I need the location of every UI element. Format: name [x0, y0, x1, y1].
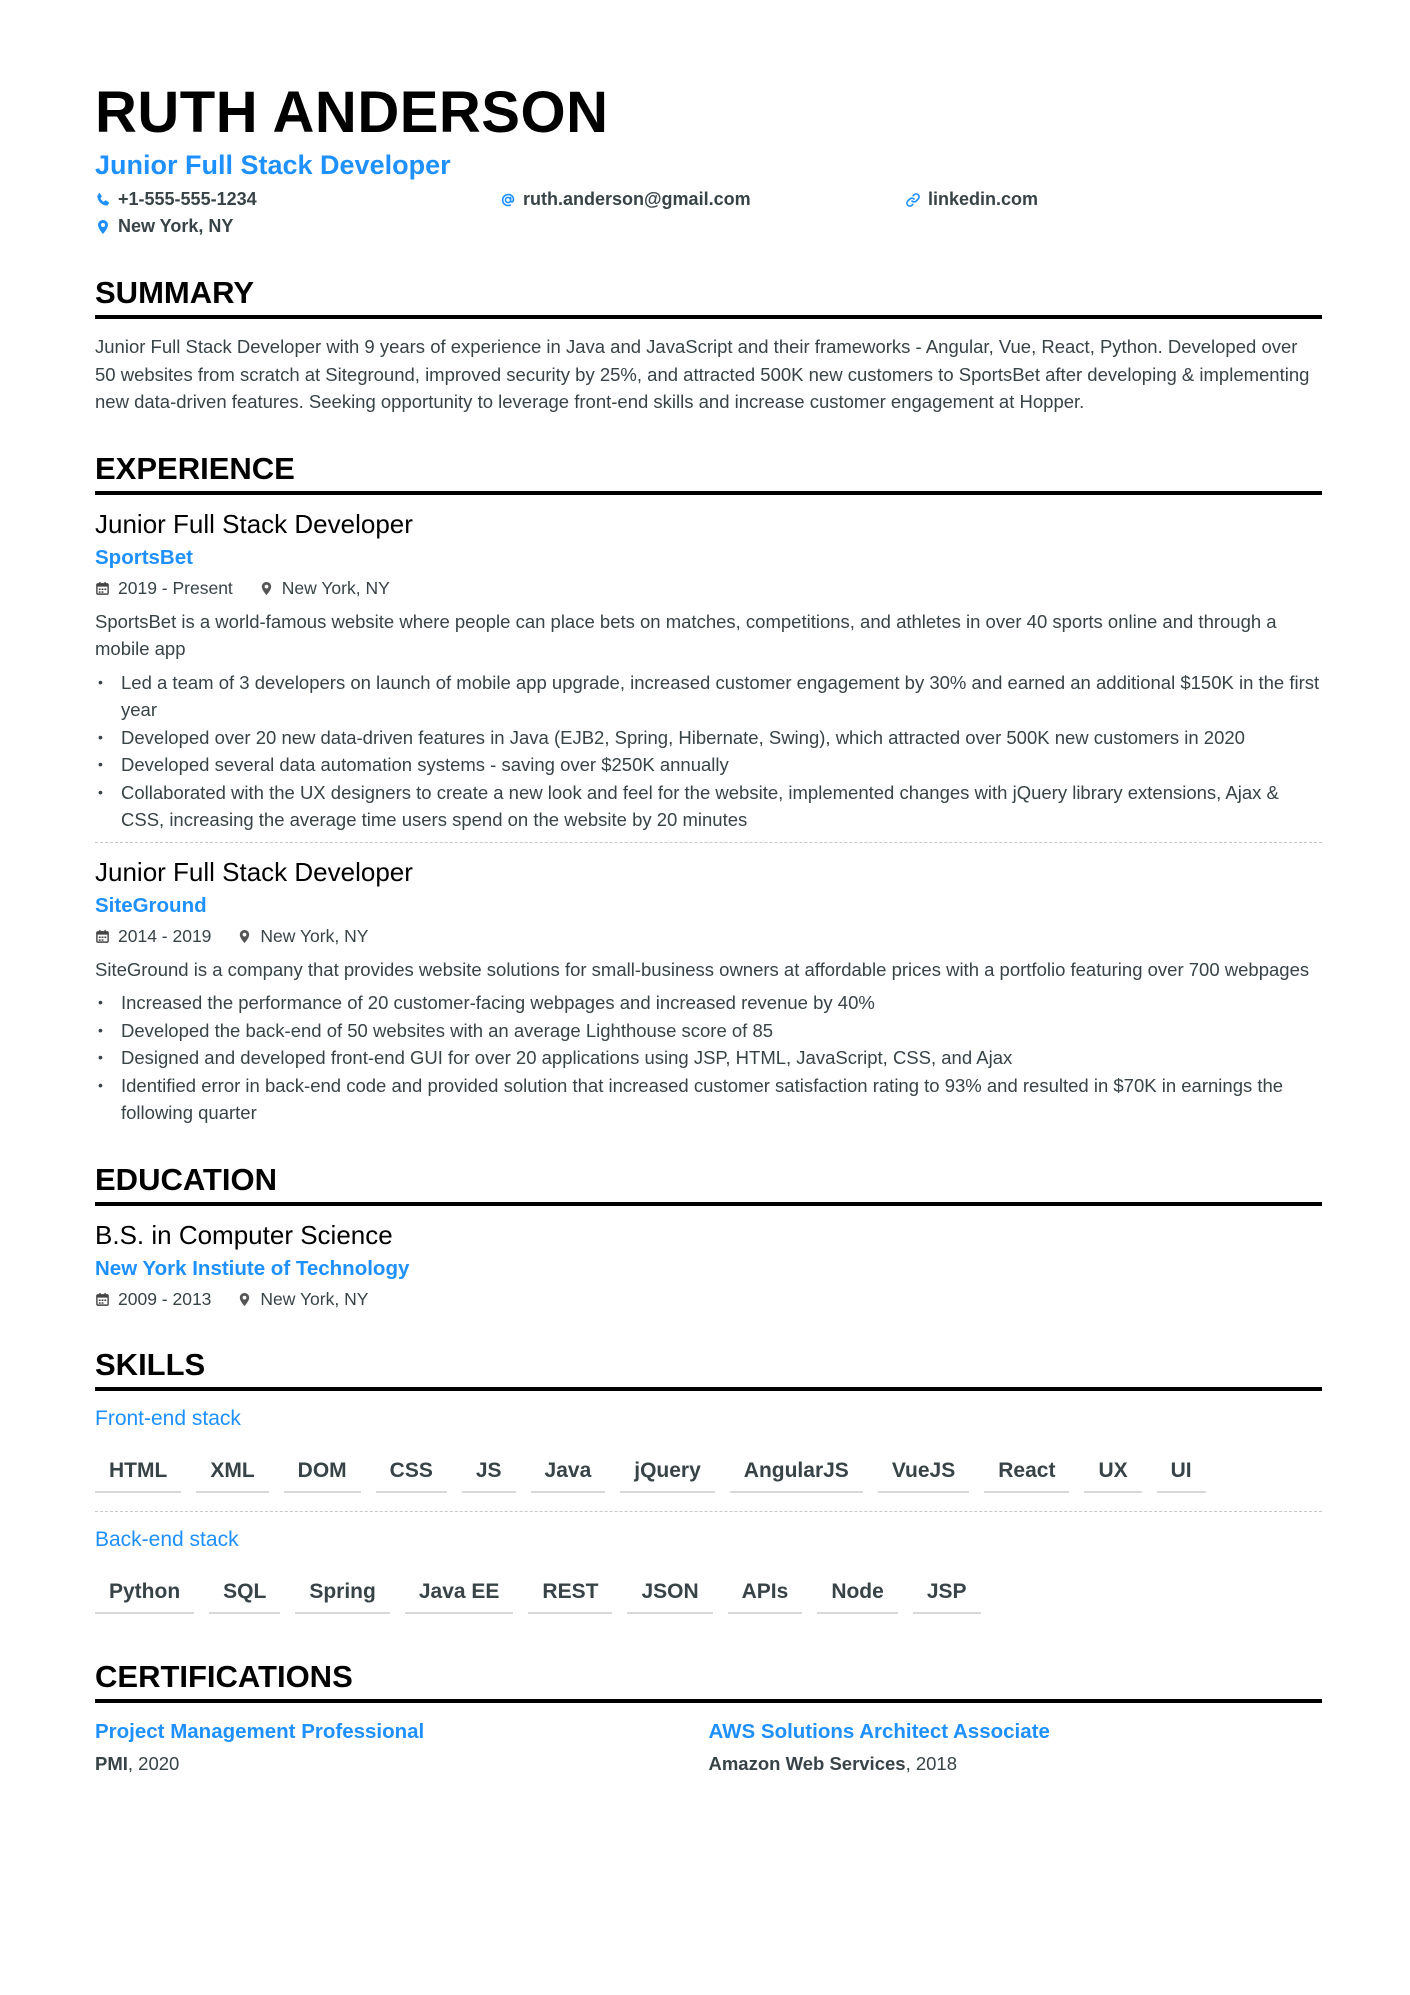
bullet-item: • Led a team of 3 developers on launch of mobile app upgrade, increased customer engagement by 30% and earned an additional $150K in the first year [95, 669, 1322, 724]
experience-entry [95, 495, 1322, 834]
certifications-section [95, 1658, 1322, 1779]
certification-list [95, 1717, 1322, 1779]
education-dates: 2009 - 2013 [118, 1289, 212, 1309]
skill-divider [95, 1511, 1322, 1512]
contact-phone [95, 186, 500, 213]
job-title: Junior Full Stack Developer [95, 856, 413, 887]
phone-icon [95, 192, 111, 208]
contact-email [500, 186, 905, 213]
bullet-item: • Collaborated with the UX designers to create a new look and feel for the website, implemented changes with jQuery library extensions, Ajax & CSS, increasing the average time users spend on the website by 20 minutes [95, 779, 1322, 834]
skill-tag: APIs [728, 1574, 803, 1614]
candidate-name: RUTH ANDERSON [95, 80, 609, 145]
bullet-item: • Increased the performance of 20 customer-facing webpages and increased revenue by 40% [95, 989, 1322, 1017]
education-section [95, 1161, 1322, 1312]
education-location: New York, NY [260, 1289, 369, 1309]
certification-item [95, 1717, 709, 1779]
job-meta [95, 925, 1322, 949]
bullet-item: • Developed over 20 new data-driven features in Java (EJB2, Spring, Hibernate, Swing), which attracted over 500K new customers in 2020 [95, 724, 1322, 752]
job-location: New York, NY [260, 926, 369, 946]
skill-tag: jQuery [620, 1453, 715, 1493]
skill-tag: CSS [376, 1453, 447, 1493]
skill-list [95, 1574, 1322, 1624]
link-icon [905, 192, 921, 208]
skill-tag: Python [95, 1574, 194, 1614]
company-name: SiteGround [95, 893, 207, 917]
certification-issuer: PMI [95, 1752, 128, 1774]
email-text: ruth.anderson@gmail.com [523, 189, 751, 209]
skill-tag: React [984, 1453, 1069, 1493]
location-text: New York, NY [118, 216, 234, 236]
section-title: CERTIFICATIONS [95, 1658, 1322, 1703]
certification-issuer-line [95, 1749, 709, 1779]
skill-tag: AngularJS [730, 1453, 863, 1493]
skill-tag: JSON [627, 1574, 712, 1614]
section-title: EXPERIENCE [95, 450, 1322, 495]
section-title: SUMMARY [95, 274, 1322, 319]
certification-name: Project Management Professional [95, 1719, 425, 1743]
bullet-item: • Developed several data automation systems - saving over $250K annually [95, 751, 1322, 779]
skill-tag: UX [1084, 1453, 1141, 1493]
contact-info [95, 186, 1322, 240]
calendar-icon [95, 581, 110, 596]
education-meta [95, 1288, 1322, 1312]
degree-name: B.S. in Computer Science [95, 1219, 393, 1250]
skill-tag: VueJS [878, 1453, 969, 1493]
job-dates: 2019 - Present [118, 578, 233, 598]
certification-item [709, 1717, 1323, 1779]
skill-tag: JSP [913, 1574, 981, 1614]
education-entry [95, 1206, 1322, 1312]
location-pin-icon [259, 581, 274, 596]
skill-tag: UI [1157, 1453, 1206, 1493]
calendar-icon [95, 929, 110, 944]
location-pin-icon [237, 929, 252, 944]
phone-text: +1-555-555-1234 [118, 189, 257, 209]
section-title: EDUCATION [95, 1161, 1322, 1206]
job-dates: 2014 - 2019 [118, 926, 212, 946]
skill-tag: Java [531, 1453, 606, 1493]
job-bullets [95, 669, 1322, 834]
bullet-item: • Identified error in back-end code and provided solution that increased customer satisfaction rating to 93% and resulted in $70K in earnings the following quarter [95, 1072, 1322, 1127]
contact-link [905, 186, 1310, 213]
skill-group-title: Front-end stack [95, 1406, 241, 1430]
skill-group-title: Back-end stack [95, 1527, 239, 1551]
skill-tag: DOM [284, 1453, 361, 1493]
job-location: New York, NY [281, 578, 390, 598]
summary-section [95, 274, 1322, 416]
certification-name: AWS Solutions Architect Associate [708, 1719, 1050, 1743]
contact-location [95, 213, 500, 240]
skill-tag: Spring [295, 1574, 390, 1614]
candidate-headline: Junior Full Stack Developer [95, 150, 451, 180]
job-meta [95, 577, 1322, 601]
certification-issuer: Amazon Web Services [708, 1752, 906, 1774]
location-pin-icon [95, 219, 111, 235]
at-icon [500, 192, 516, 208]
section-title: SKILLS [95, 1346, 1322, 1391]
experience-section [95, 450, 1322, 1127]
job-description: SportsBet is a world-famous website where people can place bets on matches, competitions, and athletes in over 40 sports online and through a mobile app [95, 610, 1277, 659]
skill-list [95, 1453, 1322, 1503]
skill-tag: HTML [95, 1453, 181, 1493]
link-text: linkedin.com [928, 189, 1039, 209]
calendar-icon [95, 1292, 110, 1307]
job-title: Junior Full Stack Developer [95, 508, 413, 539]
skill-tag: XML [196, 1453, 268, 1493]
job-bullets [95, 989, 1322, 1127]
job-description: SiteGround is a company that provides website solutions for small-business owners at affordable prices with a portfolio featuring over 700 webpages [95, 958, 1310, 980]
school-name: New York Instiute of Technology [95, 1256, 410, 1280]
skill-tag: REST [528, 1574, 612, 1614]
skill-tag: SQL [209, 1574, 280, 1614]
resume-header [95, 80, 1322, 240]
company-name: SportsBet [95, 545, 193, 569]
certification-issuer-line [709, 1749, 1323, 1779]
certification-year: , 2018 [905, 1752, 958, 1774]
skills-section [95, 1346, 1322, 1624]
certification-year: , 2020 [127, 1752, 180, 1774]
bullet-item: • Developed the back-end of 50 websites with an average Lighthouse score of 85 [95, 1017, 1322, 1045]
summary-text: Junior Full Stack Developer with 9 years of experience in Java and JavaScript and their frameworks - Angular, Vue, React, Python. Developed over 50 websites from scratch at Siteground, improved security by 25%, and attracted 500K new customers to SportsBet after developing & implementing new data-driven features. Seeking opportunity to leverage front-end skills and increase customer engagement at Hopper. [95, 336, 1310, 412]
skill-tag: Java EE [405, 1574, 514, 1614]
skill-tag: Node [817, 1574, 898, 1614]
experience-entry [95, 842, 1322, 1127]
skill-tag: JS [462, 1453, 516, 1493]
bullet-item: • Designed and developed front-end GUI for over 20 applications using JSP, HTML, JavaScript, CSS, and Ajax [95, 1044, 1322, 1072]
location-pin-icon [237, 1292, 252, 1307]
